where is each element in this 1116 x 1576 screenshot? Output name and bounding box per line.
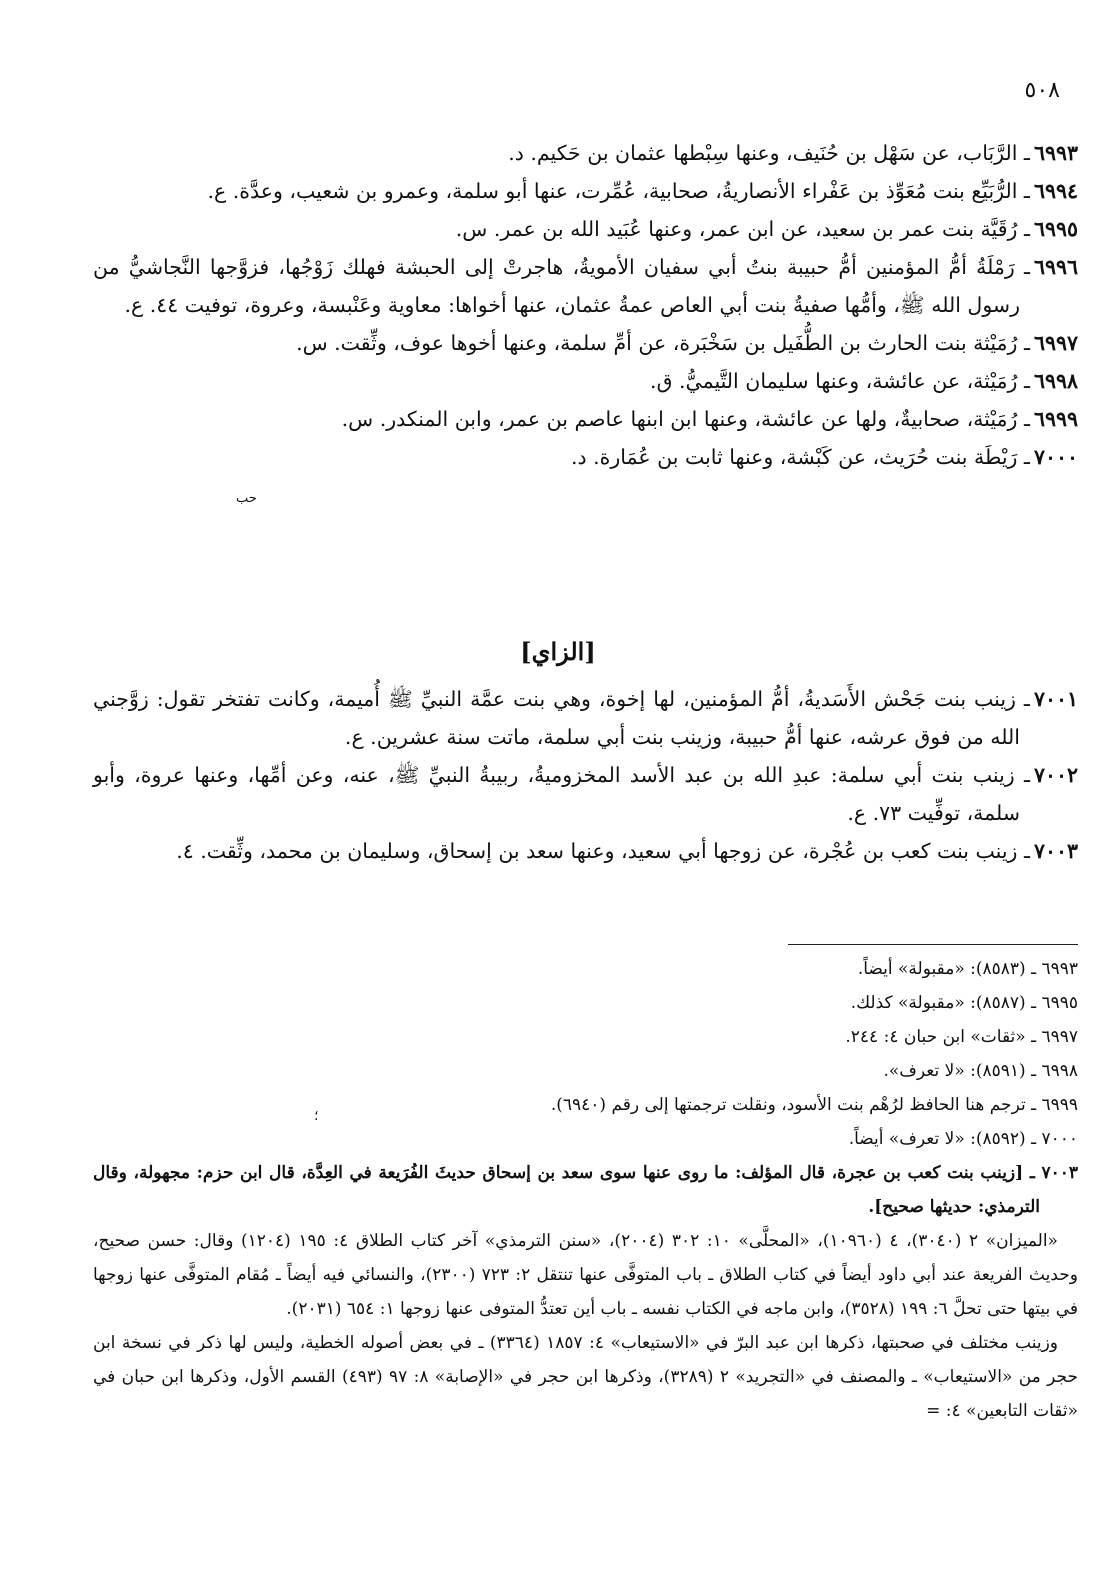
footnote-paragraph: وزينب مختلف في صحبتها، ذكرها ابن عبد البرّ في «الاستيعاب» ٤: ١٨٥٧ (٣٣٦٤) ـ في بعض أصوله الخطية، وليس لها ذكر في نسخة ابن حجر من «الاستيعاب» ـ والمصنف في «التجريد» ٢ (٣٢٨٩)، وذكرها ابن حجر في «الإصابة» ٨: ٩٧ (٤٩٣) القسم الأول، وذكرها ابن حبان في «ثقات التابعين» ٤: = [93, 1333, 1078, 1421]
entry: ٦٩٩٣ـ الرَّبَاب، عن سَهْل بن حُنَيف، وعنها سِبْطها عثمان بن حَكيم. د. [508, 141, 1078, 165]
entry: ٦٩٩٤ـ الرُّبَيِّع بنت مُعَوِّذ بن عَفْراء الأنصاريةُ، صحابية، عُمِّرت، عنها أبو سلمة، وعمرو بن شعيب، وعدَّة. ع. [207, 179, 1078, 203]
footnote: ٦٩٩٥ ـ (٨٥٨٧): «مقبولة» كذلك. [850, 993, 1078, 1013]
entries-bottom [93, 680, 1078, 870]
footnote-divider [788, 944, 1078, 945]
entries-top [93, 134, 1078, 476]
footnote: ٧٠٠٠ ـ (٨٥٩٢): «لا تعرف» أيضاً. [848, 1129, 1078, 1149]
footnote: ٦٩٩٧ ـ «ثقات» ابن حبان ٤: ٢٤٤. [845, 1027, 1078, 1047]
footnote: ٦٩٩٣ ـ (٨٥٨٣): «مقبولة» أيضاً. [857, 959, 1078, 979]
entry: ٦٩٩٩ـ رُمَيْثة، صحابيةٌ، ولها عن عائشة، وعنها ابن ابنها عاصم بن عمر، وابن المنكدر. س. [341, 407, 1078, 431]
footnote: ٦٩٩٨ ـ (٨٥٩١): «لا تعرف». [883, 1061, 1078, 1081]
entry: ٦٩٩٨ـ رُمَيْثة، عن عائشة، وعنها سليمان التَّيميُّ. ق. [650, 369, 1078, 393]
entry: ٦٩٩٦ـ رَمْلَةُ أمُّ المؤمنين أمُّ حبيبة بنتُ أبي سفيان الأمويةُ، هاجرتْ إلى الحبشة فهلك زَوْجُها، فزوَّجها النَّجاشيُّ من رسول الله ﷺ، وأمُّها صفيةُ بنت أبي العاص عمةُ عثمان، عنها أخواها: معاوية وعَنْبسة، وعروة، توفيت ٤٤. ع. [93, 255, 1078, 317]
entry: ٦٩٩٥ـ رُقَيَّة بنت عمر بن سعيد، عن ابن عمر، وعنها عُبَيد الله بن عمر. س. [455, 217, 1078, 241]
entry: ٧٠٠١ـ زينب بنت جَحْش الأَسَديةُ، أمُّ المؤمنين، لها إخوة، وهي بنت عمَّة النبيِّ ﷺ أُميمة، وكانت تفتخر تقول: زوَّجني الله من فوق عرشه، عنها أمُّ حبيبة، وزينب بنت أبي سلمة، ماتت سنة عشرين. ع. [93, 687, 1078, 749]
entry: ٧٠٠٢ـ زينب بنت أبي سلمة: عبدِ الله بن عبد الأسد المخزوميةُ، ربيبةُ النبيِّ ﷺ، عنه، وعن أمِّها، وعنها عروة، وأبو سلمة، توفِّيت ٧٣. ع. [93, 763, 1078, 825]
margin-annotation: حب [236, 491, 257, 506]
entry: ٧٠٠٣ـ زينب بنت كعب بن عُجْرة، عن زوجها أبي سعيد، وعنها سعد بن إسحاق، وسليمان بن محمد، وثِّقت. ٤. [176, 839, 1078, 863]
entry: ٧٠٠٠ـ رَيْطَة بنت حُرَيث، عن كَبْشة، وعنها ثابت بن عُمَارة. د. [570, 445, 1078, 469]
section-heading: [الزاي] [520, 637, 596, 666]
footnotes [93, 952, 1078, 1428]
page-number: ٥٠٨ [1024, 78, 1060, 103]
footnote-paragraph: «الميزان» ٢ (٣٠٤٠)، ٤ (١٠٩٦٠)، «المحلَّى» ١٠: ٣٠٢ (٢٠٠٤)، «سنن الترمذي» آخر كتاب الطلاق ٤: ١٩٥ (١٢٠٤) وقال: حسن صحيح، وحديث الفريعة عند أبي داود أيضاً في كتاب الطلاق ـ باب المتوفَّى عنها تنتقل ٢: ٧٢٣ (٢٣٠٠)، والنسائي فيه أيضاً ـ مُقام المتوفَّى عنها زوجها في بيتها حتى تحلَّ ٦: ١٩٩ (٣٥٢٨)، وابن ماجه في الكتاب نفسه ـ باب أين تعتدُّ المتوفى عنها زوجها ١: ٦٥٤ (٢٠٣١). [93, 1231, 1078, 1319]
footnote-bold: ٧٠٠٣ ـ [زينب بنت كعب بن عجرة، قال المؤلف: ما روى عنها سوى سعد بن إسحاق حديثَ الفُرَيعة في العِدَّة، قال ابن حزم: مجهولة، وقال الترمذي: حديثها صحيح]. [93, 1163, 1078, 1217]
side-mark: ؛ [314, 1108, 319, 1124]
entry: ٦٩٩٧ـ رُمَيْثة بنت الحارث بن الطُّفَيل بن سَخْبَرة، عن أمِّ سلمة، وعنها أخوها عوف، وثِّقت. س. [296, 331, 1078, 355]
footnote: ٦٩٩٩ ـ ترجم هنا الحافظ لرُهْم بنت الأسود، ونقلت ترجمتها إلى رقم (٦٩٤٠). [550, 1095, 1078, 1115]
